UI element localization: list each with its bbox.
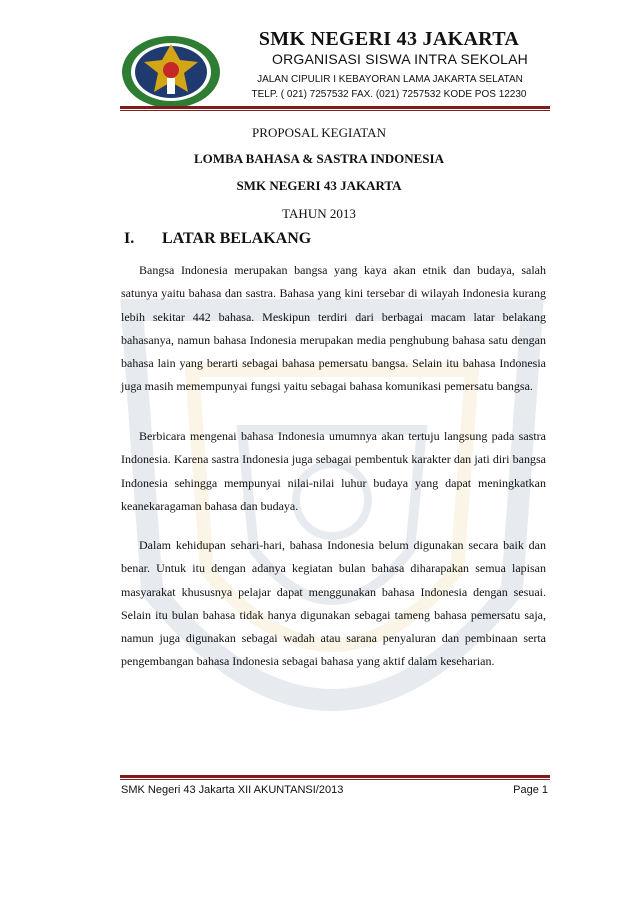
footer-text: SMK Negeri 43 Jakarta XII AKUNTANSI/2013 [121,784,344,796]
section-number: I. [124,230,135,247]
header-divider-thick [120,106,550,109]
school-name: SMK NEGERI 43 JAKARTA [258,28,520,50]
footer-divider-thin [120,779,550,780]
paragraph: Bangsa Indonesia merupakan bangsa yang kaya akan etnik dan budaya, salah satunya yaitu bahasa dan sastra. Bahasa yang kini tersebar di wilayah Indonesia kurang lebih sekitar 442 bahasa. Meskipun terdiri dari berbagai macam latar belakang bahasanya, namun bahasa Indonesia merupakan media penghubung bahasa satu dengan bahasa lain yang berarti sebagai bahasa pemersatu bangsa. Selain itu bahasa Indonesia juga masih memempunyai fungsi yaitu sebagai bahasa komunikasi pemersatu bangsa. [121,263,546,394]
footer-divider-thick [120,775,550,778]
proposal-title: PROPOSAL KEGIATAN [252,125,386,140]
paragraph: Berbicara mengenai bahasa Indonesia umumnya akan tertuju langsung pada sastra Indonesia. Karena sastra Indonesia juga sebagai pembentuk karakter dan jati diri bangsa Indonesia sehingga mempunyai nilai-nilai luhur budaya yang dapat meningkatkan keanekaragaman bahasa dan budaya. [121,429,546,513]
school-title: SMK NEGERI 43 JAKARTA [236,178,402,193]
header-divider-thin [120,110,550,111]
page-number: Page 1 [513,784,548,796]
school-contact: TELP. ( 021) 7257532 FAX. (021) 7257532 KODE POS 12230 [251,89,527,100]
year-title: TAHUN 2013 [282,206,356,221]
event-title: LOMBA BAHASA & SASTRA INDONESIA [194,151,444,166]
paragraph: Dalam kehidupan sehari-hari, bahasa Indonesia belum digunakan secara baik dan benar. Untuk itu dengan adanya kegiatan bulan bahasa diharapakan semua lapisan masyarakat khususnya pelajar dapat menggunakan bahasa Indonesia dengan sesuai. Selain itu bulan bahasa tidak hanya digunakan sebagai tameng bahasa pemersatu saja, namun juga digunakan sebagai wadah atau sarana penyaluran dan pembinaan serta pengembangan bahasa Indonesia sebagai bahasa yang aktif dalam keseharian. [121,538,546,669]
organization-name: ORGANISASI SISWA INTRA SEKOLAH [272,51,528,67]
section-title: LATAR BELAKANG [162,230,312,247]
letterhead [120,28,550,108]
section-heading [124,230,311,248]
school-address: JALAN CIPULIR I KEBAYORAN LAMA JAKARTA SELATAN [257,74,523,85]
